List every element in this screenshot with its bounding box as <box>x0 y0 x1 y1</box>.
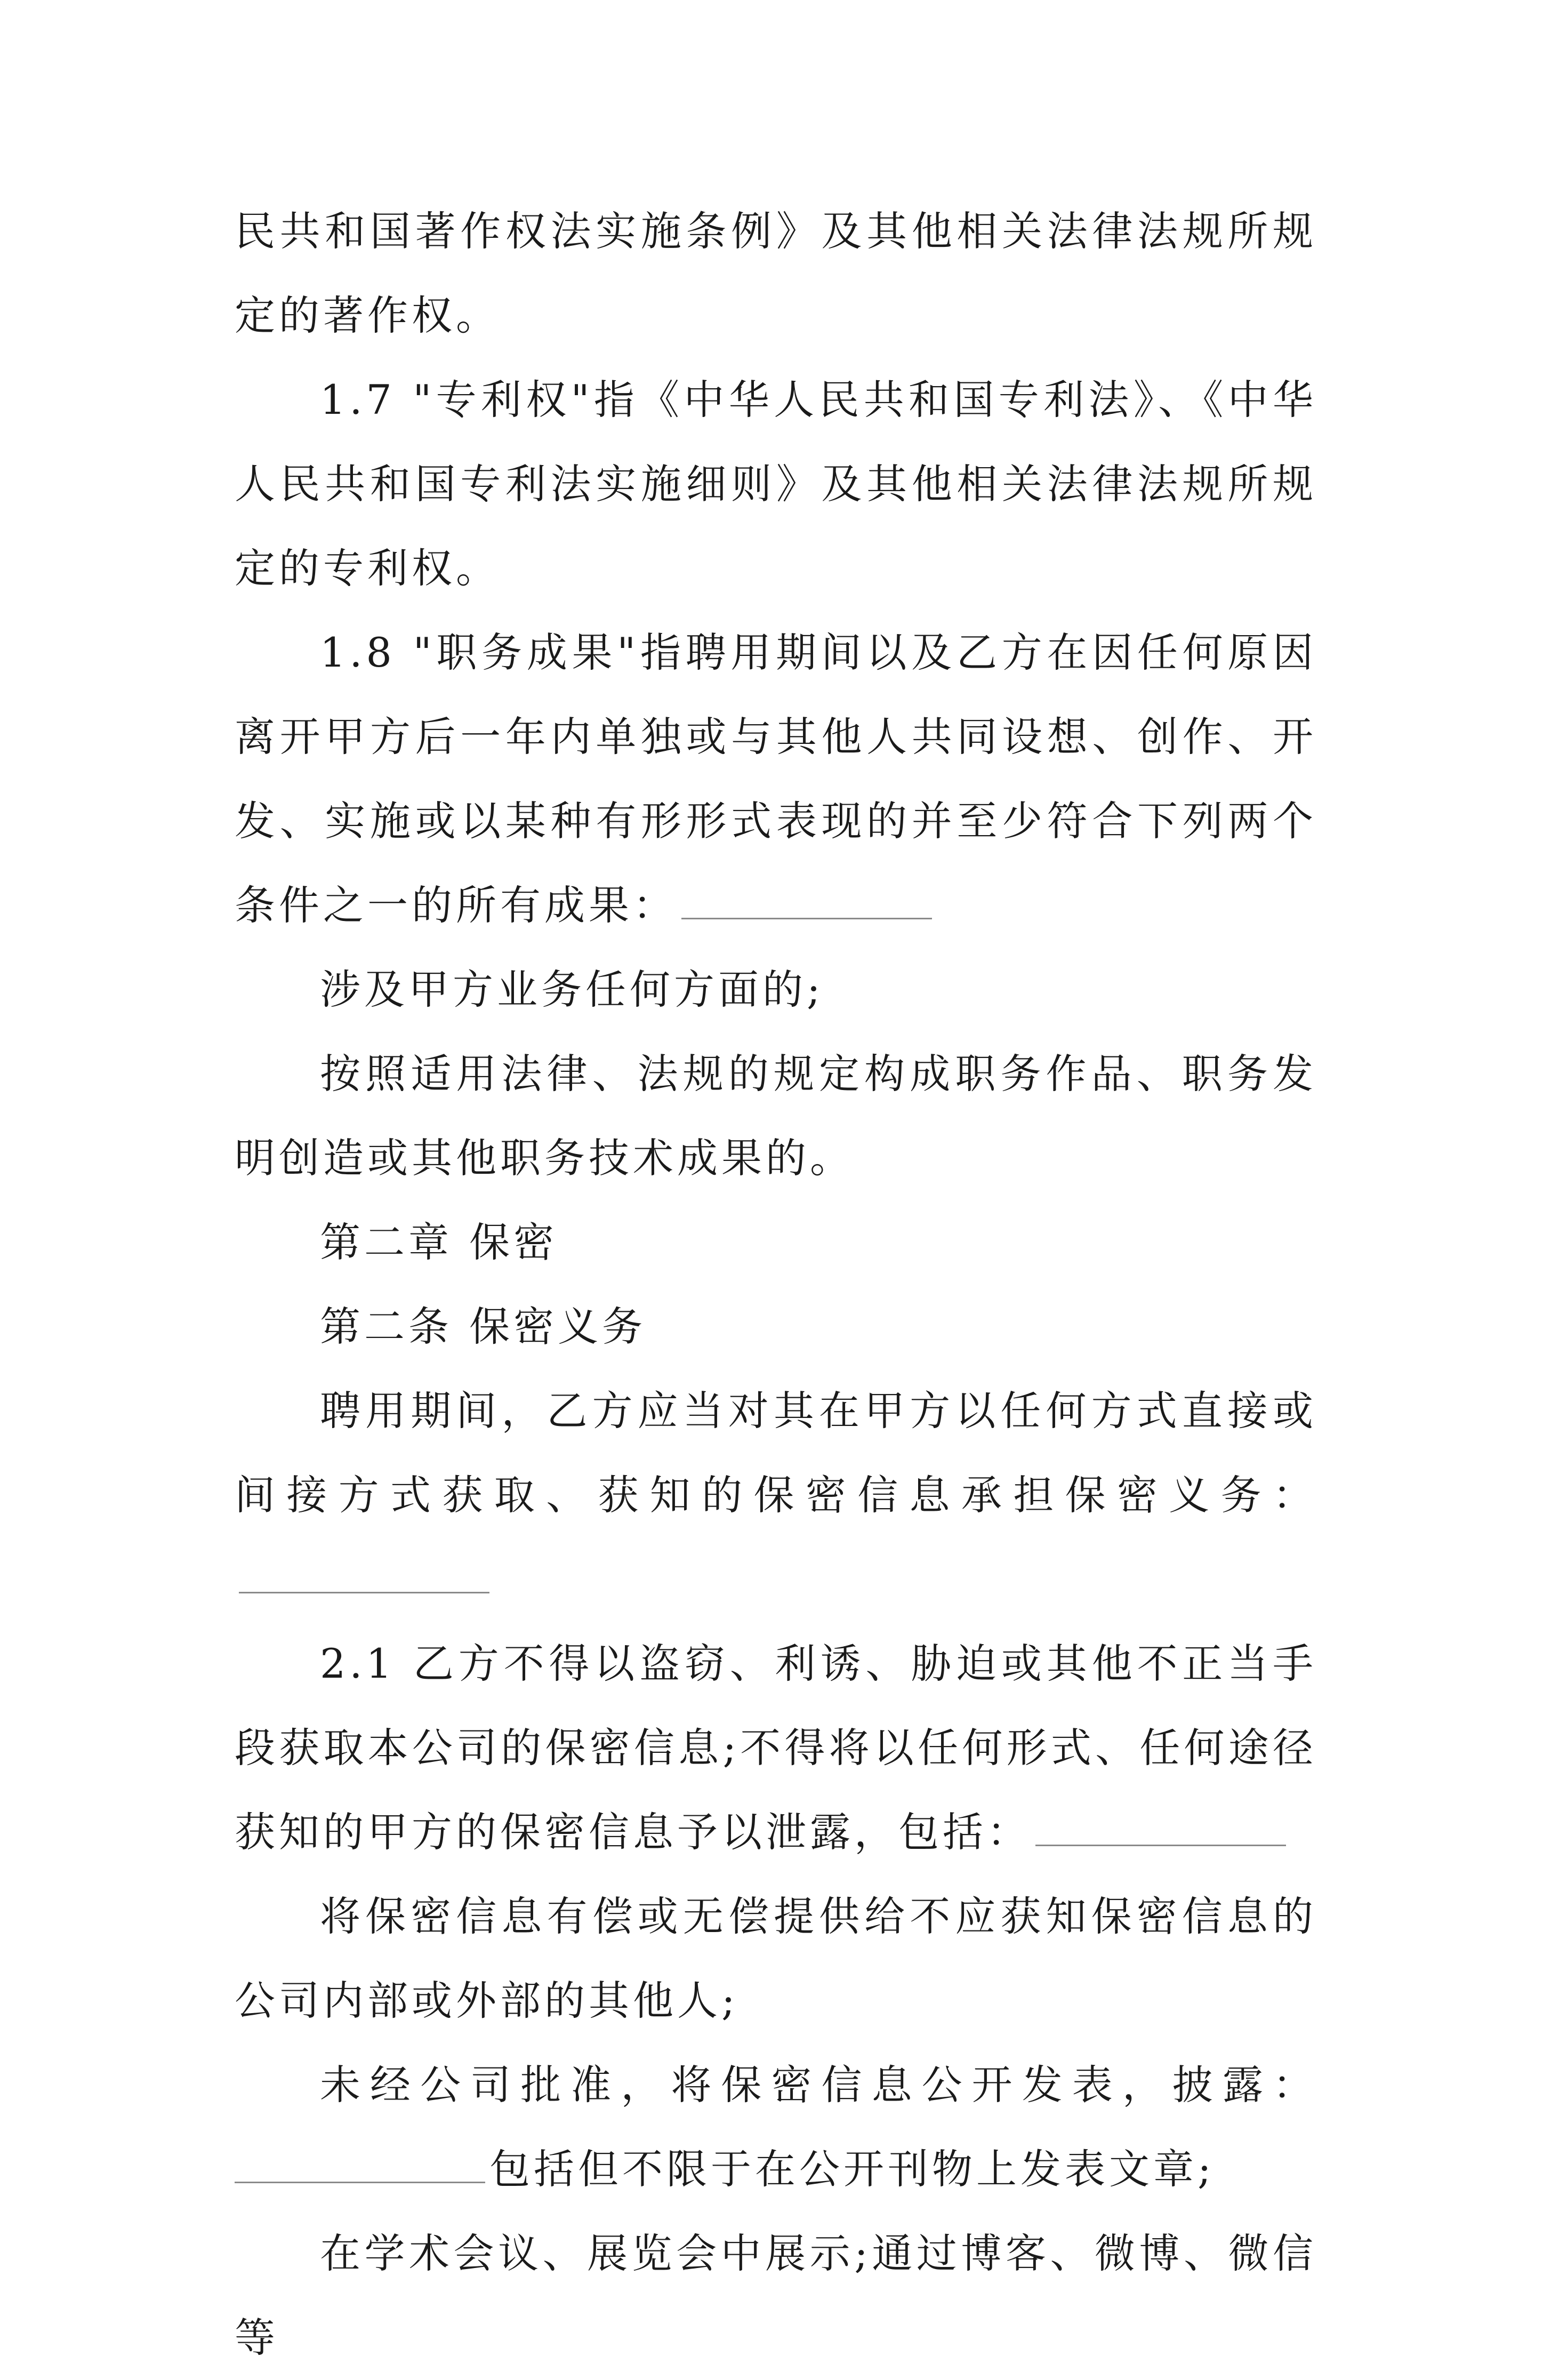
paragraph-text: 未经公司批准，将保密信息公开发表，披露： <box>320 2061 1317 2109</box>
paragraph-academic-display <box>235 2211 1317 2380</box>
paragraph-text: 在学术会议、展览会中展示;通过博客、微博、微信等 <box>235 2230 1317 2361</box>
paragraph-text: 1.7 "专利权"指《中华人民共和国专利法》、《中华人民共和国专利法实施细则》及其他相关法律法规所规定的专利权。 <box>235 376 1317 592</box>
paragraph-condition-1 <box>235 948 1317 1032</box>
paragraph-provide-to-others <box>235 1874 1317 2043</box>
paragraph-1-7-patent-right <box>235 358 1317 611</box>
paragraph-copyright-continued <box>235 189 1317 358</box>
paragraph-text: 包括但不限于在公开刊物上发表文章; <box>489 2145 1215 2193</box>
paragraph-text: 涉及甲方业务任何方面的; <box>320 966 824 1013</box>
paragraph-unapproved-publication <box>235 2043 1317 2127</box>
paragraph-text: 聘用期间，乙方应当对其在甲方以任何方式直接或间接方式获取、获知的保密信息承担保密义务： <box>235 1387 1317 1519</box>
paragraph-text: 2.1 乙方不得以盗窃、利诱、胁迫或其他不正当手段获取本公司的保密信息;不得将以任何形式、任何途径获知的甲方的保密信息予以泄露，包括： <box>235 1640 1317 1856</box>
paragraph-text: 按照适用法律、法规的规定构成职务作品、职务发明创造或其他职务技术成果的。 <box>235 1050 1317 1182</box>
paragraph-1-8-work-results <box>235 611 1317 948</box>
paragraph-text: 将保密信息有偿或无偿提供给不应获知保密信息的公司内部或外部的其他人; <box>235 1893 1317 2024</box>
fill-in-blank[interactable] <box>235 2144 485 2183</box>
fill-in-blank[interactable] <box>1035 1807 1286 1846</box>
paragraph-text: 1.8 "职务成果"指聘用期间以及乙方在因任何原因离开甲方后一年内单独或与其他人共同设想、创作、开发、实施或以某种有形形式表现的并至少符合下列两个条件之一的所有成果： <box>235 629 1317 929</box>
heading-text: 第二章 保密 <box>320 1219 558 1266</box>
paragraph-text: 民共和国著作权法实施条例》及其他相关法律法规所规定的著作权。 <box>235 207 1317 339</box>
paragraph-employment-confidentiality <box>235 1369 1317 1622</box>
paragraph-publication-examples <box>235 2127 1317 2211</box>
heading-text: 第二条 保密义务 <box>320 1303 647 1350</box>
fill-in-blank[interactable] <box>681 880 932 919</box>
article-heading-confidentiality-obligation <box>235 1285 1317 1369</box>
paragraph-condition-2 <box>235 1032 1317 1200</box>
paragraph-2-1-prohibitions <box>235 1622 1317 1874</box>
fill-in-blank[interactable] <box>239 1554 489 1593</box>
chapter-heading-confidentiality <box>235 1200 1317 1285</box>
document-body <box>235 189 1317 2380</box>
